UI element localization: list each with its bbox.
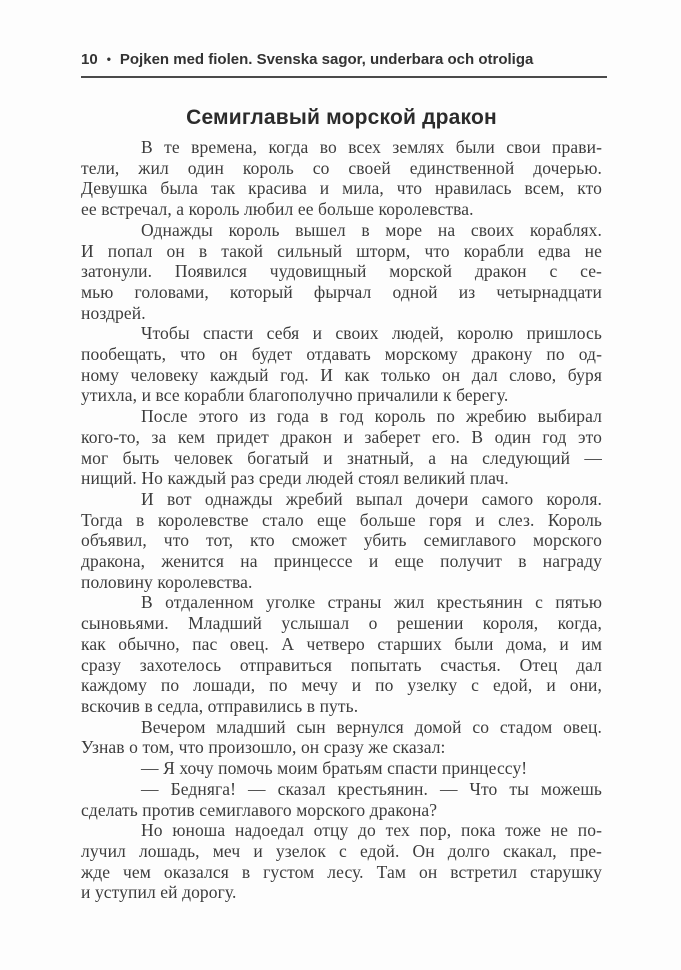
text-line: затонули. Появился чудовищный морской дракон с се- (81, 261, 602, 282)
paragraph (81, 137, 602, 220)
text-line: сыновьями. Младший услышал о решении короля, когда, (81, 613, 602, 634)
text-line: мог быть человек богатый и знатный, а на следующий — (81, 447, 602, 468)
text-line: Узнав о том, что произошло, он сразу же сказал: (81, 737, 446, 758)
paragraph (81, 406, 602, 489)
paragraph (81, 323, 602, 406)
story-title: Семиглавый морской дракон (186, 106, 497, 130)
page-number: 10 (81, 51, 98, 68)
text-line: И вот однажды жребий выпал дочери самого короля. (141, 488, 602, 509)
running-header (81, 51, 607, 68)
text-line: — Бедняга! — сказал крестьянин. — Что ты можешь (141, 778, 602, 799)
text-line: Тогда в королевстве стало еще больше горя и слез. Король (81, 509, 602, 530)
text-line: пообещать, что он будет отдавать морскому дракону по од- (81, 344, 602, 365)
text-line: объявил, что тот, кто сможет убить семиглавого морского (81, 530, 602, 551)
text-line: В отдаленном уголке страны жил крестьянин с пятью (141, 592, 602, 613)
text-line: как обычно, пас овец. А четверо старших были дома, и им (81, 633, 602, 654)
text-line: каждому по лошади, по мечу и по узелку с едой, и они, (81, 675, 602, 696)
text-line: Вечером младший сын вернулся домой со стадом овец. (141, 716, 602, 737)
story-paragraphs (81, 137, 602, 903)
text-line: сразу захотелось отправиться попытать счастья. Отец дал (81, 654, 602, 675)
text-line: тели, жил один король со своей единственной дочерью. (81, 157, 602, 178)
text-line: После этого из года в год король по жребию выбирал (141, 406, 602, 427)
text-line: утихла, и все корабли благополучно причалили к берегу. (81, 385, 509, 406)
text-line: ному человеку каждый год. И как только он дал слово, буря (81, 364, 602, 385)
text-line: Чтобы спасти себя и своих людей, королю пришлось (141, 323, 602, 344)
text-line: В те времена, когда во всех землях были свои прави- (141, 137, 602, 157)
text-line: дракона, женится на принцессе и еще получит в награду (81, 551, 602, 572)
paragraph (81, 592, 602, 716)
text-line: лучил лошадь, меч и узелок с едой. Он долго скакал, пре- (81, 840, 602, 861)
running-title: Pojken med fiolen. Svenska sagor, underbara och otroliga (119, 51, 534, 68)
paragraph (81, 820, 602, 903)
header-rule (81, 76, 607, 78)
paragraph (81, 779, 602, 820)
text-line: Девушка была так красива и мила, что нравилась всем, кто (81, 178, 602, 199)
paragraph (81, 717, 602, 758)
text-line: Однажды король вышел в море на своих кораблях. (141, 219, 602, 240)
paragraph (81, 489, 602, 593)
text-line: Но юноша надоедал отцу до тех пор, пока тоже не по- (141, 820, 602, 841)
paragraph (81, 220, 602, 324)
bullet-separator-icon: • (106, 52, 111, 66)
text-line: и уступил ей дорогу. (81, 882, 237, 903)
paragraph (81, 758, 602, 779)
text-line: сделать против семиглавого морского дракона? (81, 799, 438, 820)
text-line: жде чем оказался в густом лесу. Там он встретил старушку (81, 861, 602, 882)
text-line: И попал он в такой сильный шторм, что корабли едва не (81, 240, 602, 261)
text-line: мью головами, который фырчал одной из четырнадцати (81, 281, 602, 302)
text-line: вскочив в седла, отправились в путь. (81, 695, 359, 716)
text-line: ноздрей. (81, 302, 146, 323)
text-line: нищий. Но каждый раз среди людей стоял великий плач. (81, 468, 509, 489)
text-line: ее встречал, а король любил ее больше королевства. (81, 199, 474, 220)
text-line: кого-то, за кем придет дракон и заберет его. В один год это (81, 426, 602, 447)
text-line: — Я хочу помочь моим братьям спасти принцессу! (141, 758, 528, 779)
text-line: половину королевства. (81, 571, 253, 592)
